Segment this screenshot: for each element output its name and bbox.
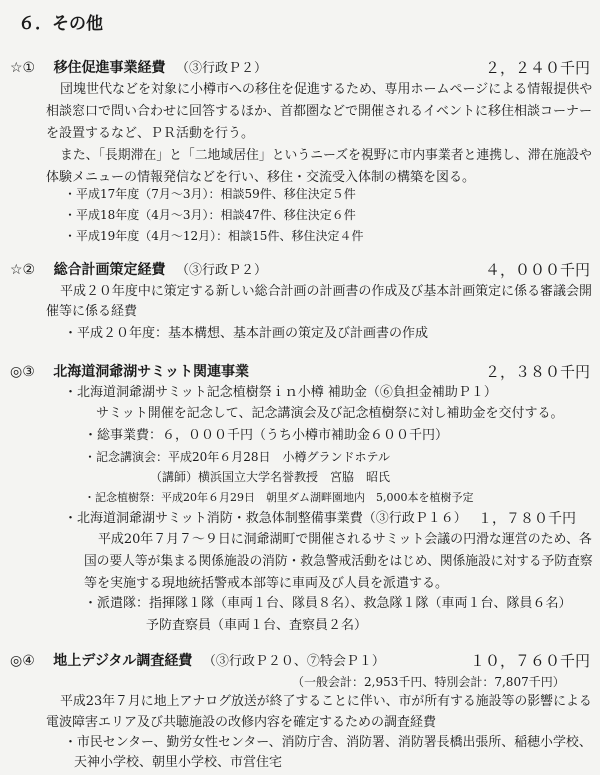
double-circle-icon: ◎③ <box>10 364 35 380</box>
item-1-line: また、「長期滞在」と「二地域居住」というニーズを視野に市内事業者と連携し、滞在施設や <box>60 148 592 163</box>
item-3-title: 北海道洞爺湖サミット関連事業 <box>53 364 249 380</box>
item-1-line: 体験メニューの情報発信などを行い、移住・交流受入体制の構築を図る。 <box>46 170 476 185</box>
item-3-line: ・記念植樹祭：平成20年６月29日 朝里ダム湖畔園地内 5,000本を植樹予定 <box>84 491 474 504</box>
item-2-ref: （③行政Ｐ２） <box>176 263 268 278</box>
item-4-ref: （③行政Ｐ２０、⑦特会Ｐ１） <box>202 654 385 669</box>
item-3-line: ・北海道洞爺湖サミット記念植樹祭ｉｎ小樽 補助金（⑥負担金補助Ｐ１） <box>64 385 497 400</box>
item-3-line: ・総事業費：６，０００千円（うち小樽市補助金６００千円） <box>84 428 449 443</box>
item-1-amount: ２，２４０千円 <box>484 59 590 77</box>
item-3-sub-amount: １，７８０千円 <box>478 511 576 527</box>
item-1-stat: ・平成17年度（7月～3月）：相談59件、移住決定５件 <box>64 187 356 201</box>
item-3-line: 等を実施する現地統括警戒本部等に車両及び人員を派遣する。 <box>84 576 449 591</box>
item-1-line: 相談窓口で問い合わせに回答するほか、首都圏などで開催されるイベントに移住相談コーナー <box>46 104 593 119</box>
item-2-heading <box>10 262 267 279</box>
item-4-line: ・市民センター、勤労女性センター、消防庁舎、消防署、消防署長橋出張所、稲穂小学校、 <box>64 735 592 750</box>
item-3-line: サミット開催を記念して、記念講演会及び記念植樹祭に対し補助金を交付する。 <box>96 406 564 421</box>
item-2-line: 平成２０年度中に策定する新しい総合計画の計画書の作成及び基本計画策定に係る審議会開 <box>60 284 592 299</box>
item-2-line: 催等に係る経費 <box>46 304 138 319</box>
item-3-line: （講師）横浜国立大学名誉教授 宮脇 昭氏 <box>150 470 391 484</box>
item-1-heading <box>10 60 267 77</box>
item-1-stat: ・平成18年度（4月～3月）：相談47件、移住決定６件 <box>64 208 356 222</box>
item-1-line: 団塊世代などを対象に小樽市への移住を促進するため、専用ホームページによる情報提供や <box>60 82 593 97</box>
item-4-title: 地上デジタル調査経費 <box>53 653 193 669</box>
item-3-line: 予防査察員（車両１台、査察員２名） <box>146 618 368 633</box>
item-1-ref: （③行政Ｐ２） <box>176 61 268 76</box>
item-2-title: 総合計画策定経費 <box>53 262 166 278</box>
item-1-line: を設置するなど、ＰＲ活動を行う。 <box>46 126 255 141</box>
item-4-heading <box>10 653 385 670</box>
item-2-line: ・平成２０年度：基本構想、基本計画の策定及び計画書の作成 <box>64 326 429 341</box>
item-3-amount: ２，３８０千円 <box>484 363 590 381</box>
star-icon: ☆① <box>10 60 36 76</box>
item-3-line: ・記念講演会：平成20年６月28日 小樽グランドホテル <box>84 450 390 464</box>
item-3-line: ・派遣隊：指揮隊１隊（車両１台、隊員８名）、救急隊１隊（車両１台、隊員６名） <box>84 596 572 611</box>
item-3-heading <box>10 364 249 381</box>
item-4-subamount: （一般会計：2,953千円、特別会計：7,807千円） <box>292 675 565 689</box>
item-3-line: ・北海道洞爺湖サミット消防・救急体制整備事業費（③行政Ｐ１６） <box>64 511 467 526</box>
item-2-amount: ４，０００千円 <box>484 261 590 279</box>
item-1-stat: ・平成19年度（4月～12月）：相談15件、移住決定４件 <box>64 229 364 243</box>
item-3-line: 平成20年７月７～９日に洞爺湖町で開催されるサミット会議の円滑な運営のため、各 <box>98 532 592 547</box>
item-4-line: 平成23年７月に地上アナログ放送が終了することに伴い、市が所有する施設等の影響による <box>60 694 592 709</box>
item-4-line: 天神小学校、朝里小学校、市営住宅 <box>74 755 283 770</box>
item-1-title: 移住促進事業経費 <box>53 60 166 76</box>
item-4-amount: １０，７６０千円 <box>469 652 590 670</box>
section-title: ６．その他 <box>18 14 103 34</box>
star-icon: ☆② <box>10 262 36 278</box>
double-circle-icon: ◎④ <box>10 653 35 669</box>
item-3-line: 国の要人等が集まる関係施設の消防・救急警戒活動をはじめ、関係施設に対する予防査察 <box>84 554 593 569</box>
item-4-line: 電波障害エリア及び共聴施設の改修内容を確定するための調査経費 <box>46 715 437 730</box>
